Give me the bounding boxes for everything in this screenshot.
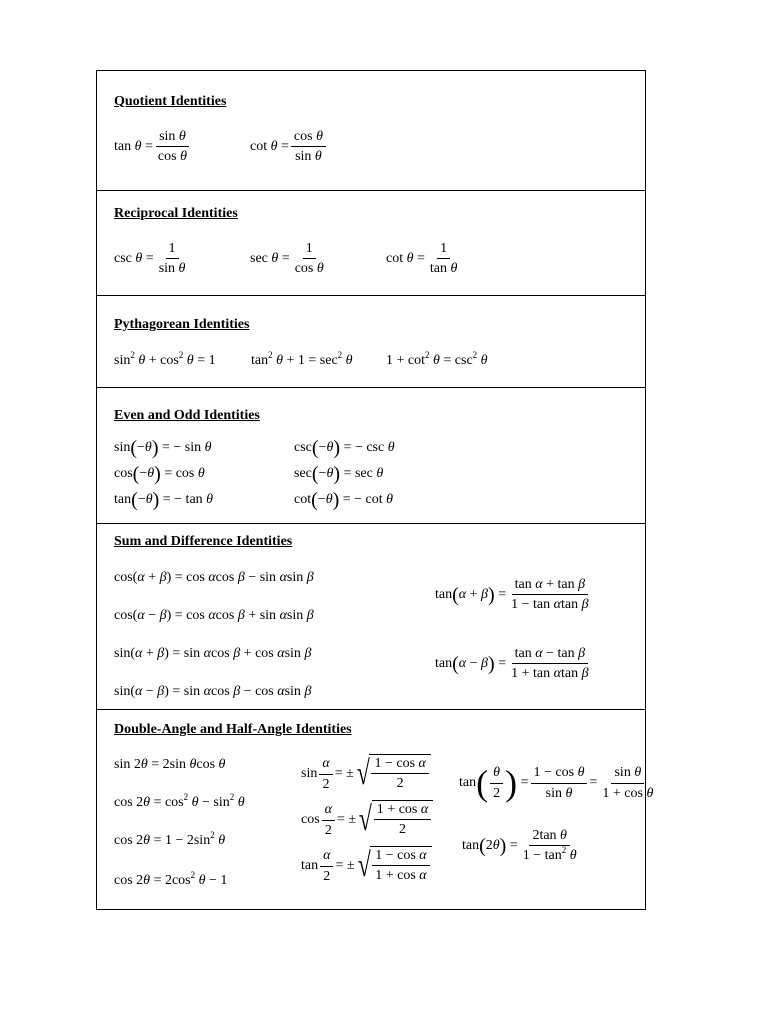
tan-half-angle-theta-formula: tan ( $\frac{\theta}{2}$ ) = $\frac{\text{1 − cos θ}}{\text{sin θ}}$ = $\frac{\text{sin θ}}{\text{1 + cos θ}}$	[459, 765, 658, 801]
sec-even-formula: sec(−θ) = sec θ	[294, 463, 384, 485]
func-label: sin	[159, 129, 176, 144]
sin-odd-formula: sin(−θ) = − sin θ	[114, 437, 212, 459]
fraction: $\frac{\text{1 − cos α}}{2}$	[371, 756, 428, 794]
func-label: sin	[114, 440, 131, 456]
fraction: $\frac{1}{\text{sin θ}}$	[158, 241, 186, 277]
func-label: sec	[294, 466, 312, 482]
pythagorean-section	[97, 296, 645, 387]
func-label: cos	[294, 261, 314, 277]
rhs-func: sec	[354, 466, 373, 482]
func-label: cot	[250, 138, 268, 154]
csc-odd-formula: csc(−θ) = − csc θ	[294, 437, 395, 459]
fraction: $\frac{\text{1 + cos α}}{2}$	[374, 802, 431, 840]
cos-half-angle-formula: cos $\frac{\alpha}{2}$ = ± √ $\frac{\text{1 + cos α}}{2}$	[301, 800, 433, 840]
square-root: √ $\frac{\text{1 + cos α}}{2}$	[356, 800, 433, 840]
fraction: $\frac{\alpha}{2}$	[320, 848, 333, 884]
tan-sum-formula: tan ( α + β ) = $\frac{\text{tan α + tan β}}{\text{1 − tan αtan β}}$	[435, 577, 594, 613]
fraction: $\frac{\text{tan α − tan β}}{\text{1 + tan αtan β}}$	[511, 646, 589, 682]
cos-double-angle-formula-3: $\cos 2\theta = 2\cos^2$ θ − 1	[114, 870, 228, 888]
sin-half-angle-formula: sin $\frac{\alpha}{2}$ = ± √ $\frac{\text{1 − cos α}}{2}$	[301, 754, 431, 794]
quotient-section	[97, 71, 645, 190]
func-label: sin	[295, 149, 312, 165]
cot-odd-formula: cot(−θ) = − cot θ	[294, 489, 394, 511]
cos-double-angle-formula-2: $\cos 2\theta = 1 - 2\sin^2$ θ	[114, 830, 226, 848]
fraction: $\frac{1}{\text{tan θ}}$	[429, 241, 458, 277]
square-root: √ $\frac{\text{1 − cos α}}{2}$	[354, 754, 431, 794]
rhs-func: − sin	[173, 440, 202, 456]
func-label: tan	[114, 138, 132, 154]
func-label: cot	[294, 492, 312, 508]
csc-reciprocal-formula: csc θ = $\frac{1}{\text{sin θ}}$	[114, 241, 190, 277]
section-heading: Quotient Identities	[114, 94, 227, 109]
func-label: sin	[158, 261, 176, 277]
even-odd-section	[97, 388, 645, 523]
func-label: cos	[114, 466, 133, 482]
fraction: $\frac{\text{1 − cos θ}}{\text{sin θ}}$	[531, 765, 588, 801]
fraction: $\frac{\text{2tan θ}}{1 - \tan^2 \theta}$	[522, 828, 577, 864]
sin-double-angle-formula: sin 2θ = 2sin θcos θ	[114, 757, 226, 772]
fraction: $\frac{\text{cos θ}}{\text{sin θ}}$	[291, 129, 326, 165]
sin-difference-formula: sin(α − β) = sin αcos β − cos αsin β	[114, 684, 312, 699]
cos-even-formula: cos(−θ) = cos θ	[114, 463, 205, 485]
rhs-func: − tan	[174, 492, 203, 508]
double-half-section	[97, 710, 654, 910]
tan-double-angle-formula: tan ( 2 θ ) = $\frac{\text{2tan θ}}{1 - \tan^2 \theta}$	[462, 828, 582, 864]
func-label: csc	[114, 250, 132, 266]
fraction: $\frac{\alpha}{2}$	[322, 802, 335, 838]
fraction: $\frac{\theta}{2}$	[490, 765, 503, 801]
tan-quotient-formula: tan θ = $\frac{\text{sin θ}}{\text{cos θ}}$	[114, 129, 192, 165]
func-label: cos	[157, 149, 177, 165]
fraction: $\frac{\alpha}{2}$	[319, 756, 332, 792]
rhs-func: − csc	[354, 440, 385, 456]
tan-half-angle-formula: tan $\frac{\alpha}{2}$ = ± √ $\frac{\text{1 − cos α}}{\text{1 + cos α}}$	[301, 846, 432, 886]
section-heading: Sum and Difference Identities	[114, 534, 293, 549]
tan-difference-formula: tan ( α − β ) = $\frac{\text{tan α − tan β}}{\text{1 + tan αtan β}}$	[435, 646, 594, 682]
fraction: $\frac{1}{\text{cos θ}}$	[294, 241, 324, 277]
sum-difference-section	[97, 524, 645, 709]
fraction: $\frac{\text{sin θ}}{\text{1 + cos θ}}$	[602, 765, 654, 801]
func-label: cot	[386, 250, 404, 266]
section-heading: Double-Angle and Half-Angle Identities	[114, 722, 352, 737]
cot-quotient-formula: cot θ = $\frac{\text{cos θ}}{\text{sin θ}}$	[250, 129, 328, 165]
func-label: sec	[250, 250, 268, 266]
section-heading: Reciprocal Identities	[114, 206, 238, 221]
cos-difference-formula: cos(α − β) = cos αcos β + sin αsin β	[114, 608, 314, 623]
func-label: tan	[429, 261, 448, 277]
square-root: √ $\frac{\text{1 − cos α}}{\text{1 + cos α}}$	[355, 846, 432, 886]
fraction: $\frac{\text{tan α + tan β}}{\text{1 − tan αtan β}}$	[511, 577, 589, 613]
func-label: csc	[294, 440, 312, 456]
func-label: cos	[293, 129, 313, 144]
fraction: $\frac{\text{sin θ}}{\text{cos θ}}$	[157, 129, 187, 165]
sec-reciprocal-formula: sec θ = $\frac{1}{\text{cos θ}}$	[250, 241, 329, 277]
tan-odd-formula: tan(−θ) = − tan θ	[114, 489, 214, 511]
cos-sum-formula: cos(α + β) = cos αcos β − sin αsin β	[114, 570, 314, 585]
rhs-func: − cot	[354, 492, 383, 508]
rhs-func: cos	[175, 466, 195, 482]
func-label: tan	[114, 492, 132, 508]
reciprocal-section	[97, 191, 645, 295]
sin-sum-formula: sin(α + β) = sin αcos β + cos αsin β	[114, 646, 312, 661]
cos-double-angle-formula-1: $\cos 2\theta = \cos^2 \theta - \sin^2 \theta$	[114, 792, 245, 810]
pythagorean-cot-csc-formula: $1 + \cot^2 \theta = \csc^2 \theta$	[386, 350, 488, 368]
pythagorean-sin-cos-formula: $\sin^2 \theta + \cos^2 \theta = 1$	[114, 350, 216, 368]
section-heading: Even and Odd Identities	[114, 408, 260, 423]
section-heading: Pythagorean Identities	[114, 317, 250, 332]
pythagorean-tan-sec-formula: $\tan^2 \theta + 1 = \sec^2 \theta$	[251, 350, 353, 368]
cot-reciprocal-formula: cot θ = $\frac{1}{\text{tan θ}}$	[386, 241, 462, 277]
fraction: $\frac{\text{1 − cos α}}{\text{1 + cos α}}$	[372, 848, 429, 886]
identities-sheet	[96, 70, 654, 910]
